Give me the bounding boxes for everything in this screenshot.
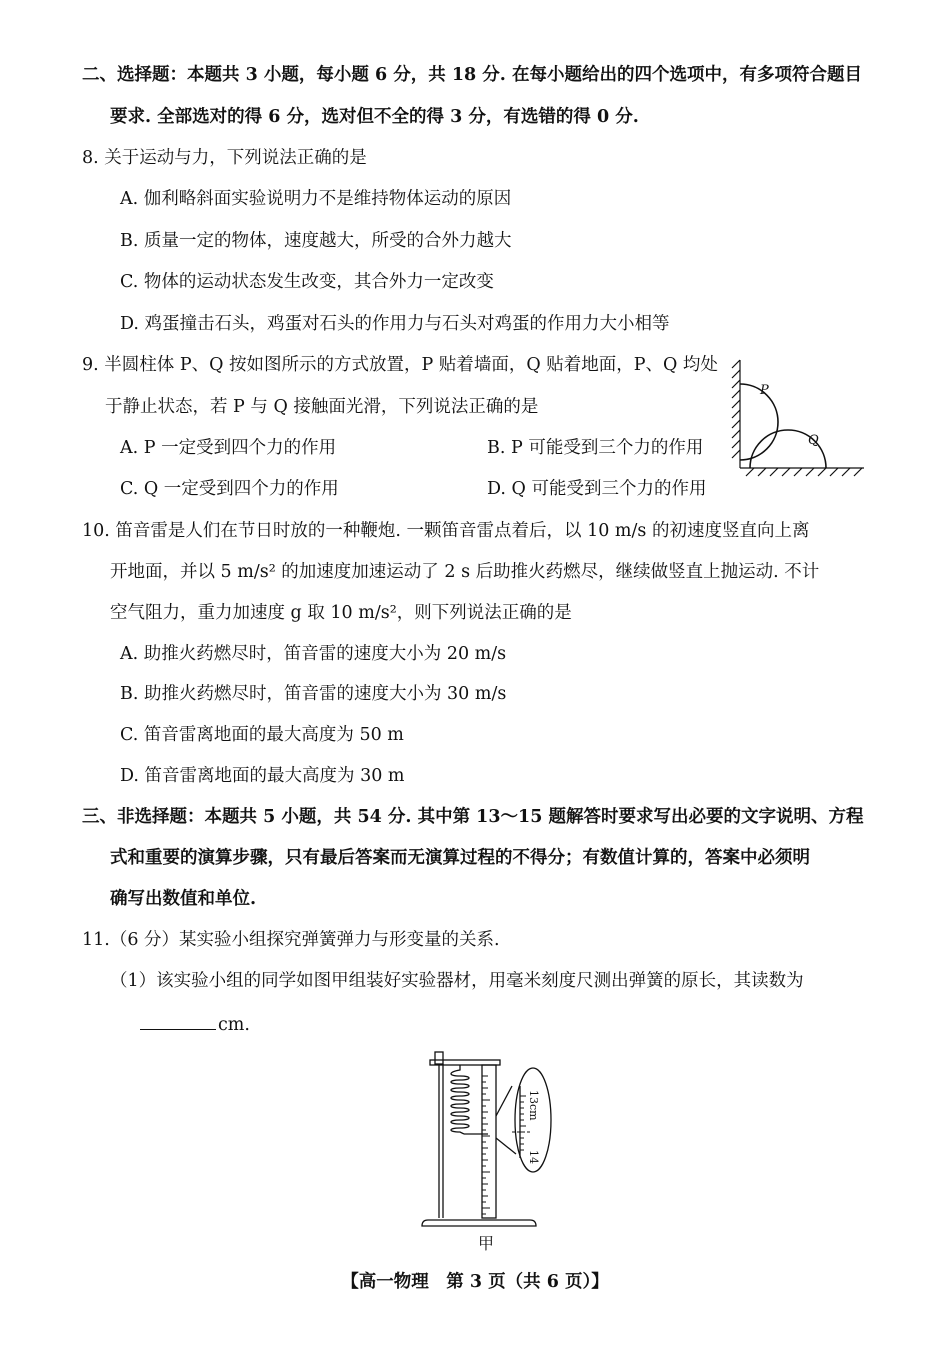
- q9-option-b: B. P 可能受到三个力的作用: [487, 438, 704, 458]
- answer-blank[interactable]: [140, 1011, 216, 1030]
- q10-option-b: B. 助推火药燃尽时，笛音雷的速度大小为 30 m/s: [120, 684, 507, 704]
- q11-part1: （1）该实验小组的同学如图甲组装好实验器材，用毫米刻度尺测出弹簧的原长，其读数为: [110, 971, 804, 991]
- label-p: P: [760, 383, 769, 398]
- q11-part1-answer: [140, 1011, 250, 1037]
- q10-stem-line1: 10. 笛音雷是人们在节日时放的一种鞭炮. 一颗笛音雷点着后，以 10 m/s 的初速度竖直向上离: [82, 521, 810, 541]
- section3-heading: 三、非选择题：本题共 5 小题，共 54 分. 其中第 13～15 题解答时要求写出必要的文字说明、方程: [82, 807, 864, 827]
- q8-option-b: B. 质量一定的物体，速度越大，所受的合外力越大: [120, 231, 512, 251]
- q11-figure-apparatus: [420, 1046, 570, 1260]
- q8-option-d: D. 鸡蛋撞击石头，鸡蛋对石头的作用力与石头对鸡蛋的作用力大小相等: [120, 314, 670, 334]
- unit-cm: cm.: [218, 1015, 250, 1035]
- q10-option-d: D. 笛音雷离地面的最大高度为 30 m: [120, 766, 405, 786]
- section2-heading: 二、选择题：本题共 3 小题，每小题 6 分，共 18 分. 在每小题给出的四个选项中，有多项符合题目: [82, 65, 862, 85]
- q9-option-c: C. Q 一定受到四个力的作用: [120, 479, 339, 499]
- q10-option-c: C. 笛音雷离地面的最大高度为 50 m: [120, 725, 404, 745]
- q8-option-c: C. 物体的运动状态发生改变，其合外力一定改变: [120, 272, 494, 292]
- page-footer: 【高一物理 第 3 页（共 6 页）】: [341, 1272, 609, 1292]
- q8-stem: 8. 关于运动与力，下列说法正确的是: [82, 148, 367, 168]
- section3-heading-cont1: 式和重要的演算步骤，只有最后答案而无演算过程的不得分；有数值计算的，答案中必须明: [110, 848, 810, 868]
- q9-stem-line2: 于静止状态，若 P 与 Q 接触面光滑，下列说法正确的是: [105, 397, 539, 417]
- q9-figure: [726, 352, 872, 478]
- label-q: Q: [808, 433, 819, 448]
- half-cylinder-p: [740, 384, 778, 460]
- figure-caption-jia: 甲: [478, 1234, 495, 1253]
- q10-option-a: A. 助推火药燃尽时，笛音雷的速度大小为 20 m/s: [120, 644, 507, 664]
- q9-option-a: A. P 一定受到四个力的作用: [120, 438, 337, 458]
- q11-stem: 11.（6 分）某实验小组探究弹簧弹力与形变量的关系.: [82, 930, 500, 950]
- q8-option-a: A. 伽利略斜面实验说明力不是维持物体运动的原因: [120, 189, 512, 209]
- tick-label-14: 14: [527, 1150, 540, 1164]
- q9-option-d: D. Q 可能受到三个力的作用: [487, 479, 707, 499]
- section2-heading-cont: 要求. 全部选对的得 6 分，选对但不全的得 3 分，有选错的得 0 分.: [110, 107, 639, 127]
- q10-stem-line3: 空气阻力，重力加速度 g 取 10 m/s²，则下列说法正确的是: [110, 603, 572, 623]
- tick-label-13cm: 13cm: [527, 1090, 540, 1121]
- q9-stem-line1: 9. 半圆柱体 P、Q 按如图所示的方式放置，P 贴着墙面，Q 贴着地面，P、Q 均处: [82, 355, 718, 375]
- section3-heading-cont2: 确写出数值和单位.: [110, 889, 257, 909]
- q10-stem-line2: 开地面，并以 5 m/s² 的加速度加速运动了 2 s 后助推火药燃尽，继续做竖直上抛运动. 不计: [110, 562, 820, 582]
